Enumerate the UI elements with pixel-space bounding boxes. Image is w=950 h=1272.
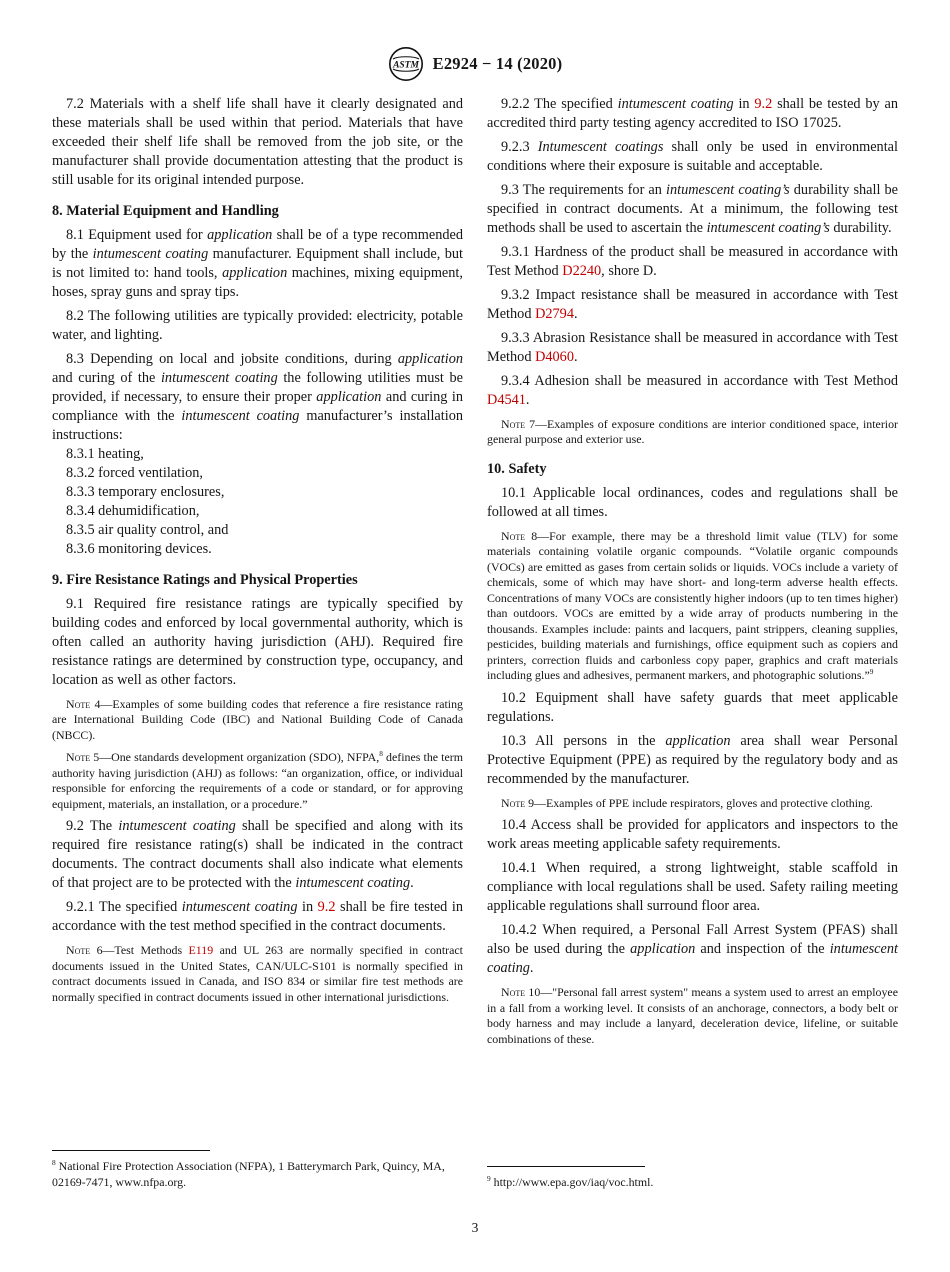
text-segment: shall be specified and along with its required fire resistance rating(s) shall be indicated in the contract documents. The contract documents shall also indicate what elements of that project are to be protected with the: [52, 818, 464, 892]
note-label: Note 9—: [501, 795, 546, 810]
text-segment: 8.3 Depending on local and jobsite conditions, during: [66, 351, 398, 367]
text-segment: and curing in compliance with the: [52, 389, 463, 424]
section-heading: [487, 460, 898, 479]
text-segment: 8.3.2 forced ventilation,: [66, 465, 203, 481]
text-segment: 8.3.1 heating,: [66, 446, 144, 462]
section-heading: [52, 202, 463, 221]
paragraph: [52, 307, 463, 345]
footnote-rule: [52, 1150, 210, 1151]
note-paragraph: [52, 750, 463, 812]
paragraph: [487, 484, 898, 522]
text-segment: 10.4 Access shall be provided for applicators and inspectors to the work areas meeting applicable safety requirements.: [487, 817, 898, 853]
list-item: [52, 540, 463, 559]
paragraph: [487, 286, 898, 324]
reference-link[interactable]: D2240: [562, 263, 602, 279]
reference-link[interactable]: D2794: [535, 306, 574, 322]
text-segment: National Fire Protection Association (NFPA), 1 Batterymarch Park, Quincy, MA, 02169-7471, www.nfpa.org.: [52, 1159, 445, 1190]
text-segment: 9.2 The: [66, 818, 119, 835]
text-segment: 8.3.5 air quality control, and: [66, 522, 229, 538]
text-segment: durability shall be specified in contract documents. At a minimum, the following test methods shall be used to ascertain the: [487, 182, 899, 236]
reference-link[interactable]: E119: [188, 943, 214, 958]
left-column: [52, 90, 463, 1005]
text-segment: For example, there may be a threshold limit value (TLV) for some materials containing volatile organic compounds. “Volatile organic compounds (VOCs) are emitted as gases from certain solids or liquids. VOCs include a variety of chemicals, some of which may have short- and long-term adverse health effects. Concentrations of many VOCs are consistently higher indoors (up to ten times higher) than outdoors. VOCs are emitted by a wide array of products numbering in the thousands. Examples include: paints and lacquers, paint strippers, cleaning supplies, pesticides, building materials and furnishings, office equipment such as copiers and printers, correction fluids and carbonless copy paper, graphics and craft materials including glues and adhesives, permanent markers, and photographic solutions.”: [487, 528, 898, 683]
superscript-ref: 8: [52, 1158, 56, 1168]
note-paragraph: [487, 985, 898, 1047]
document-title: E2924 − 14 (2020): [432, 54, 563, 73]
text-segment: 10.4.2 When required, a Personal Fall Arrest System (PFAS) shall also be used during the: [487, 922, 898, 958]
text-segment: .: [529, 960, 534, 977]
text-segment: intumescent coating: [295, 875, 411, 892]
reference-link[interactable]: D4541: [487, 392, 526, 408]
text-segment: , shore D.: [601, 263, 657, 279]
note-paragraph: [52, 697, 463, 743]
text-segment: 8.2 The following utilities are typically provided: electricity, potable water, and lighting.: [52, 308, 463, 343]
text-segment: 8.3.3 temporary enclosures,: [66, 484, 225, 500]
text-segment: Examples of exposure conditions are interior conditioned space, interior general purpose and exterior use.: [487, 417, 898, 447]
text-segment: application: [397, 351, 463, 367]
paragraph: [487, 138, 898, 176]
text-segment: in: [733, 96, 755, 112]
text-segment: 9.3 The requirements for an: [501, 182, 666, 198]
list-item: [52, 483, 463, 502]
text-segment: shall be fire tested in accordance with the test method specified in the contract documents.: [52, 899, 463, 935]
text-segment: 9.1 Required fire resistance ratings are typically specified by building codes and enforced by local governmental authority, which is often called an authority having jurisdiction (AHJ). Required fire resistance ratings are determined by construction type, occupancy, and location as well as other factors.: [52, 596, 463, 688]
paragraph: [487, 181, 898, 238]
page-number: 3: [471, 1220, 479, 1235]
reference-link[interactable]: 9.2: [754, 96, 773, 112]
list-item: [52, 521, 463, 540]
text-segment: manufacturer’s installation instructions:: [52, 408, 464, 443]
text-segment: Test Methods: [114, 943, 189, 958]
text-segment: intumescent coating: [92, 246, 209, 262]
text-segment: 8. Material Equipment and Handling: [52, 203, 279, 219]
paragraph: [487, 732, 898, 789]
paragraph: [487, 689, 898, 727]
text-segment: 10.3 All persons in the: [501, 732, 666, 749]
note-label: Note 6—: [66, 943, 115, 958]
list-item: [52, 464, 463, 483]
text-segment: 8.1 Equipment used for: [66, 227, 208, 243]
text-segment: and UL 263 are normally specified in contract documents issued in the United States, CAN/ULC-S101 is normally specified in contract documents issued in Canada, and ISO 834 or similar fire test methods are normally specified in contract documents issued in other international jurisdictions.: [52, 943, 463, 1004]
paragraph: [487, 95, 898, 133]
text-segment: 8.3.6 monitoring devices.: [66, 541, 212, 557]
text-segment: 10.2 Equipment shall have safety guards that meet applicable regulations.: [487, 689, 898, 725]
note-paragraph: [487, 529, 898, 684]
text-segment: intumescent coating: [181, 408, 300, 424]
footnote-left: [52, 1158, 463, 1190]
text-segment: .: [573, 306, 578, 322]
footnote-block-left: [52, 1150, 463, 1190]
note-label: Note 5—: [66, 750, 112, 765]
text-segment: 9.3.4 Adhesion shall be measured in accordance with Test Method: [501, 373, 898, 389]
text-segment: in: [297, 899, 318, 916]
text-segment: application: [630, 941, 696, 958]
paragraph: [487, 243, 898, 281]
text-segment: Examples of PPE include respirators, gloves and protective clothing.: [545, 795, 873, 810]
text-segment: shall only be used in environmental conditions where their exposure is suitable and acceptable.: [487, 139, 898, 174]
text-segment: 7.2 Materials with a shelf life shall have it clearly designated and these materials shall be used within that period. Materials that have exceeded their shelf life shall be removed from the job site, or the manufacturer shall provide documentation attesting that the product is still usable for its original intended purpose.: [52, 96, 463, 188]
text-segment: intumescent coating’s: [706, 220, 830, 236]
text-segment: 9.3.3 Abrasion Resistance shall be measured in accordance with Test Method: [487, 330, 898, 365]
text-segment: the following utilities must be provided, if necessary, to ensure their proper: [52, 370, 463, 405]
text-segment: One standards development organization (SDO), NFPA,: [111, 750, 380, 765]
note-paragraph: [487, 796, 898, 811]
text-segment: application: [222, 265, 288, 281]
list-item: [52, 445, 463, 464]
paragraph: [487, 329, 898, 367]
superscript-ref: 9: [869, 667, 874, 677]
page-header: [0, 46, 950, 82]
text-segment: and curing of the: [52, 370, 161, 386]
text-segment: Examples of some building codes that reference a fire resistance rating are International Building Code (IBC) and National Building Code of Canada (NBCC).: [52, 697, 463, 742]
paragraph: [487, 859, 898, 916]
paragraph: [52, 595, 463, 690]
list-item: [52, 502, 463, 521]
paragraph: [487, 921, 898, 978]
note-paragraph: [52, 943, 463, 1005]
paragraph: [52, 898, 463, 936]
text-segment: 9.3.2 Impact resistance shall be measured in accordance with Test Method: [487, 287, 898, 322]
text-segment: shall be tested by an accredited third party testing agency accredited to ISO 17025.: [487, 96, 898, 131]
astm-logo-icon: [388, 46, 424, 82]
note-label: Note 10—: [501, 985, 553, 1000]
text-segment: intumescent coating: [160, 370, 278, 386]
footnote-rule: [487, 1166, 645, 1167]
paragraph: [52, 226, 463, 302]
text-segment: intumescent coating: [487, 941, 898, 977]
note-paragraph: [487, 417, 898, 448]
paragraph: [52, 817, 463, 893]
text-segment: application: [316, 389, 382, 405]
text-segment: 10. Safety: [487, 460, 547, 477]
text-segment: .: [525, 392, 530, 408]
text-segment: 9.2.1 The specified: [66, 899, 182, 916]
footnote-block-right: [487, 1166, 898, 1190]
text-segment: .: [410, 875, 414, 892]
text-segment: intumescent coating: [617, 96, 734, 112]
text-segment: intumescent coating’s: [665, 182, 790, 198]
superscript-ref: 9: [487, 1174, 491, 1184]
text-segment: "Personal fall arrest system" means a system used to arrest an employee in a fall from a working level. It consists of an anchorage, connectors, a body belt or body harness and may include a lanyard, deceleration device, lifeline, or suitable combinations of these.: [487, 985, 898, 1046]
two-column-body: [52, 90, 898, 1047]
right-column: [487, 90, 898, 1047]
superscript-ref: 8: [379, 749, 383, 759]
text-segment: and inspection of the: [695, 941, 830, 958]
reference-link[interactable]: 9.2: [317, 899, 336, 916]
text-segment: application: [665, 732, 731, 749]
text-segment: .: [573, 349, 578, 365]
section-heading: [52, 571, 463, 590]
text-segment: 9. Fire Resistance Ratings and Physical Properties: [52, 572, 358, 588]
text-segment: application: [207, 227, 273, 243]
paragraph: [487, 816, 898, 854]
text-segment: http://www.epa.gov/iaq/voc.html.: [490, 1175, 654, 1189]
text-segment: shall be of a type recommended by the: [52, 227, 463, 262]
note-label: Note 4—: [66, 697, 113, 711]
note-label: Note 7—: [501, 417, 547, 431]
text-segment: area shall wear Personal Protective Equipment (PPE) as required by the regulatory body and as recommended by the manufacturer.: [487, 732, 898, 787]
paragraph: [487, 372, 898, 410]
reference-link[interactable]: D4060: [535, 349, 574, 365]
text-segment: 9.2.3: [501, 139, 538, 155]
paragraph: [52, 350, 463, 445]
text-segment: manufacturer. Equipment shall include, but is not limited to: hand tools,: [52, 246, 464, 281]
text-segment: Intumescent coatings: [537, 139, 664, 155]
text-segment: 10.1 Applicable local ordinances, codes and regulations shall be followed at all times.: [487, 484, 898, 520]
footnote-text: [52, 1158, 463, 1190]
text-segment: machines, mixing equipment, hoses, spray guns and spray tips.: [52, 265, 463, 300]
text-segment: intumescent coating: [181, 899, 298, 916]
text-segment: 8.3.4 dehumidification,: [66, 503, 200, 519]
text-segment: intumescent coating: [118, 818, 236, 835]
note-label: Note 8—: [501, 528, 550, 543]
paragraph: [52, 95, 463, 190]
text-segment: durability.: [829, 220, 892, 236]
text-segment: defines the term authority having jurisdiction (AHJ) as follows: “an organization, office, or individual responsible for enforcing the requirements of a code or standard, or for approving equipment, materials, an installation, or a procedure.”: [52, 750, 463, 811]
text-segment: 9.2.2 The specified: [501, 96, 618, 112]
footnote-right: [487, 1174, 898, 1190]
footnote-text: [487, 1174, 898, 1190]
text-segment: 10.4.1 When required, a strong lightweight, stable scaffold in compliance with local regulations shall be used. Safety railing meeting applicable regulations shall surround floor area.: [487, 860, 898, 915]
text-segment: 9.3.1 Hardness of the product shall be measured in accordance with Test Method: [487, 244, 898, 279]
astm-logo-text: ASTM: [392, 60, 419, 71]
